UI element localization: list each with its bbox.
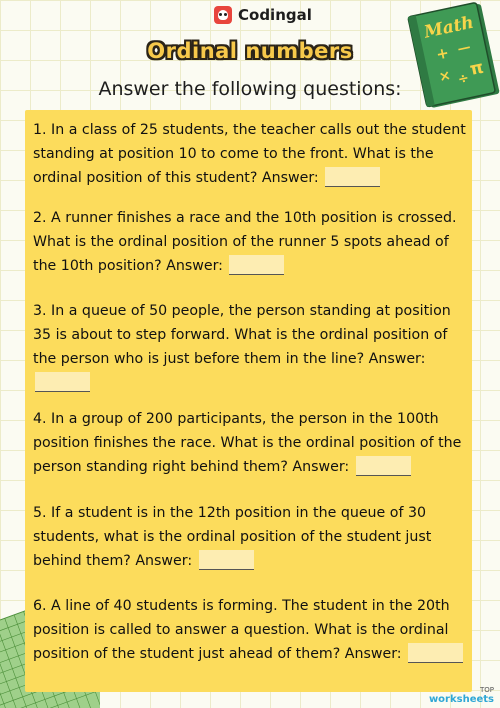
question-text: 1. In a class of 25 students, the teacher calls out the student standing at position 10 to come to the front. What is the ordinal position of this student? Answer:: [33, 122, 466, 186]
brand-name: Codingal: [238, 6, 312, 24]
minus-symbol: —: [456, 39, 473, 58]
question-6: [33, 594, 469, 666]
book-label: Math: [422, 12, 476, 43]
questions-card: [25, 110, 472, 692]
question-5: [33, 501, 469, 573]
question-text: 2. A runner finishes a race and the 10th position is crossed. What is the ordinal position of the runner 5 spots ahead of the 10th position? Answer:: [33, 210, 457, 274]
divide-symbol: ÷: [456, 70, 471, 88]
answer-field[interactable]: [199, 550, 254, 570]
answer-field[interactable]: [408, 643, 463, 663]
question-text: 6. A line of 40 students is forming. The student in the 20th position is called to answer a question. What is the ordinal position of the student just ahead of them? Answer:: [33, 598, 450, 662]
question-2: [33, 206, 469, 278]
plus-symbol: +: [434, 43, 451, 64]
question-3: [33, 299, 469, 395]
watermark-brand: worksheets: [428, 694, 494, 705]
question-text: 4. In a group of 200 participants, the person in the 100th position finishes the race. What is the ordinal position of the person standing right behind them? Answer:: [33, 411, 462, 475]
watermark: [429, 686, 494, 704]
question-text: 3. In a queue of 50 people, the person standing at position 35 is about to step forward. What is the ordinal position of the person who is just before them in the line? Answer:: [33, 303, 451, 367]
answer-field[interactable]: [356, 456, 411, 476]
times-symbol: ×: [437, 67, 453, 86]
question-1: [33, 118, 469, 190]
page-title: Ordinal numbers: [147, 39, 353, 63]
pi-symbol: π: [468, 57, 486, 80]
answer-field[interactable]: [229, 255, 284, 275]
brand-logo: [214, 6, 312, 24]
watermark-top: TOP: [479, 686, 494, 694]
instructions: Answer the following questions:: [98, 78, 402, 100]
question-4: [33, 407, 469, 479]
answer-field[interactable]: [325, 167, 380, 187]
answer-field[interactable]: [35, 372, 90, 392]
owl-logo-icon: [214, 6, 232, 24]
question-text: 5. If a student is in the 12th position in the queue of 30 students, what is the ordinal position of the student just behind them? Answer:: [33, 505, 432, 569]
